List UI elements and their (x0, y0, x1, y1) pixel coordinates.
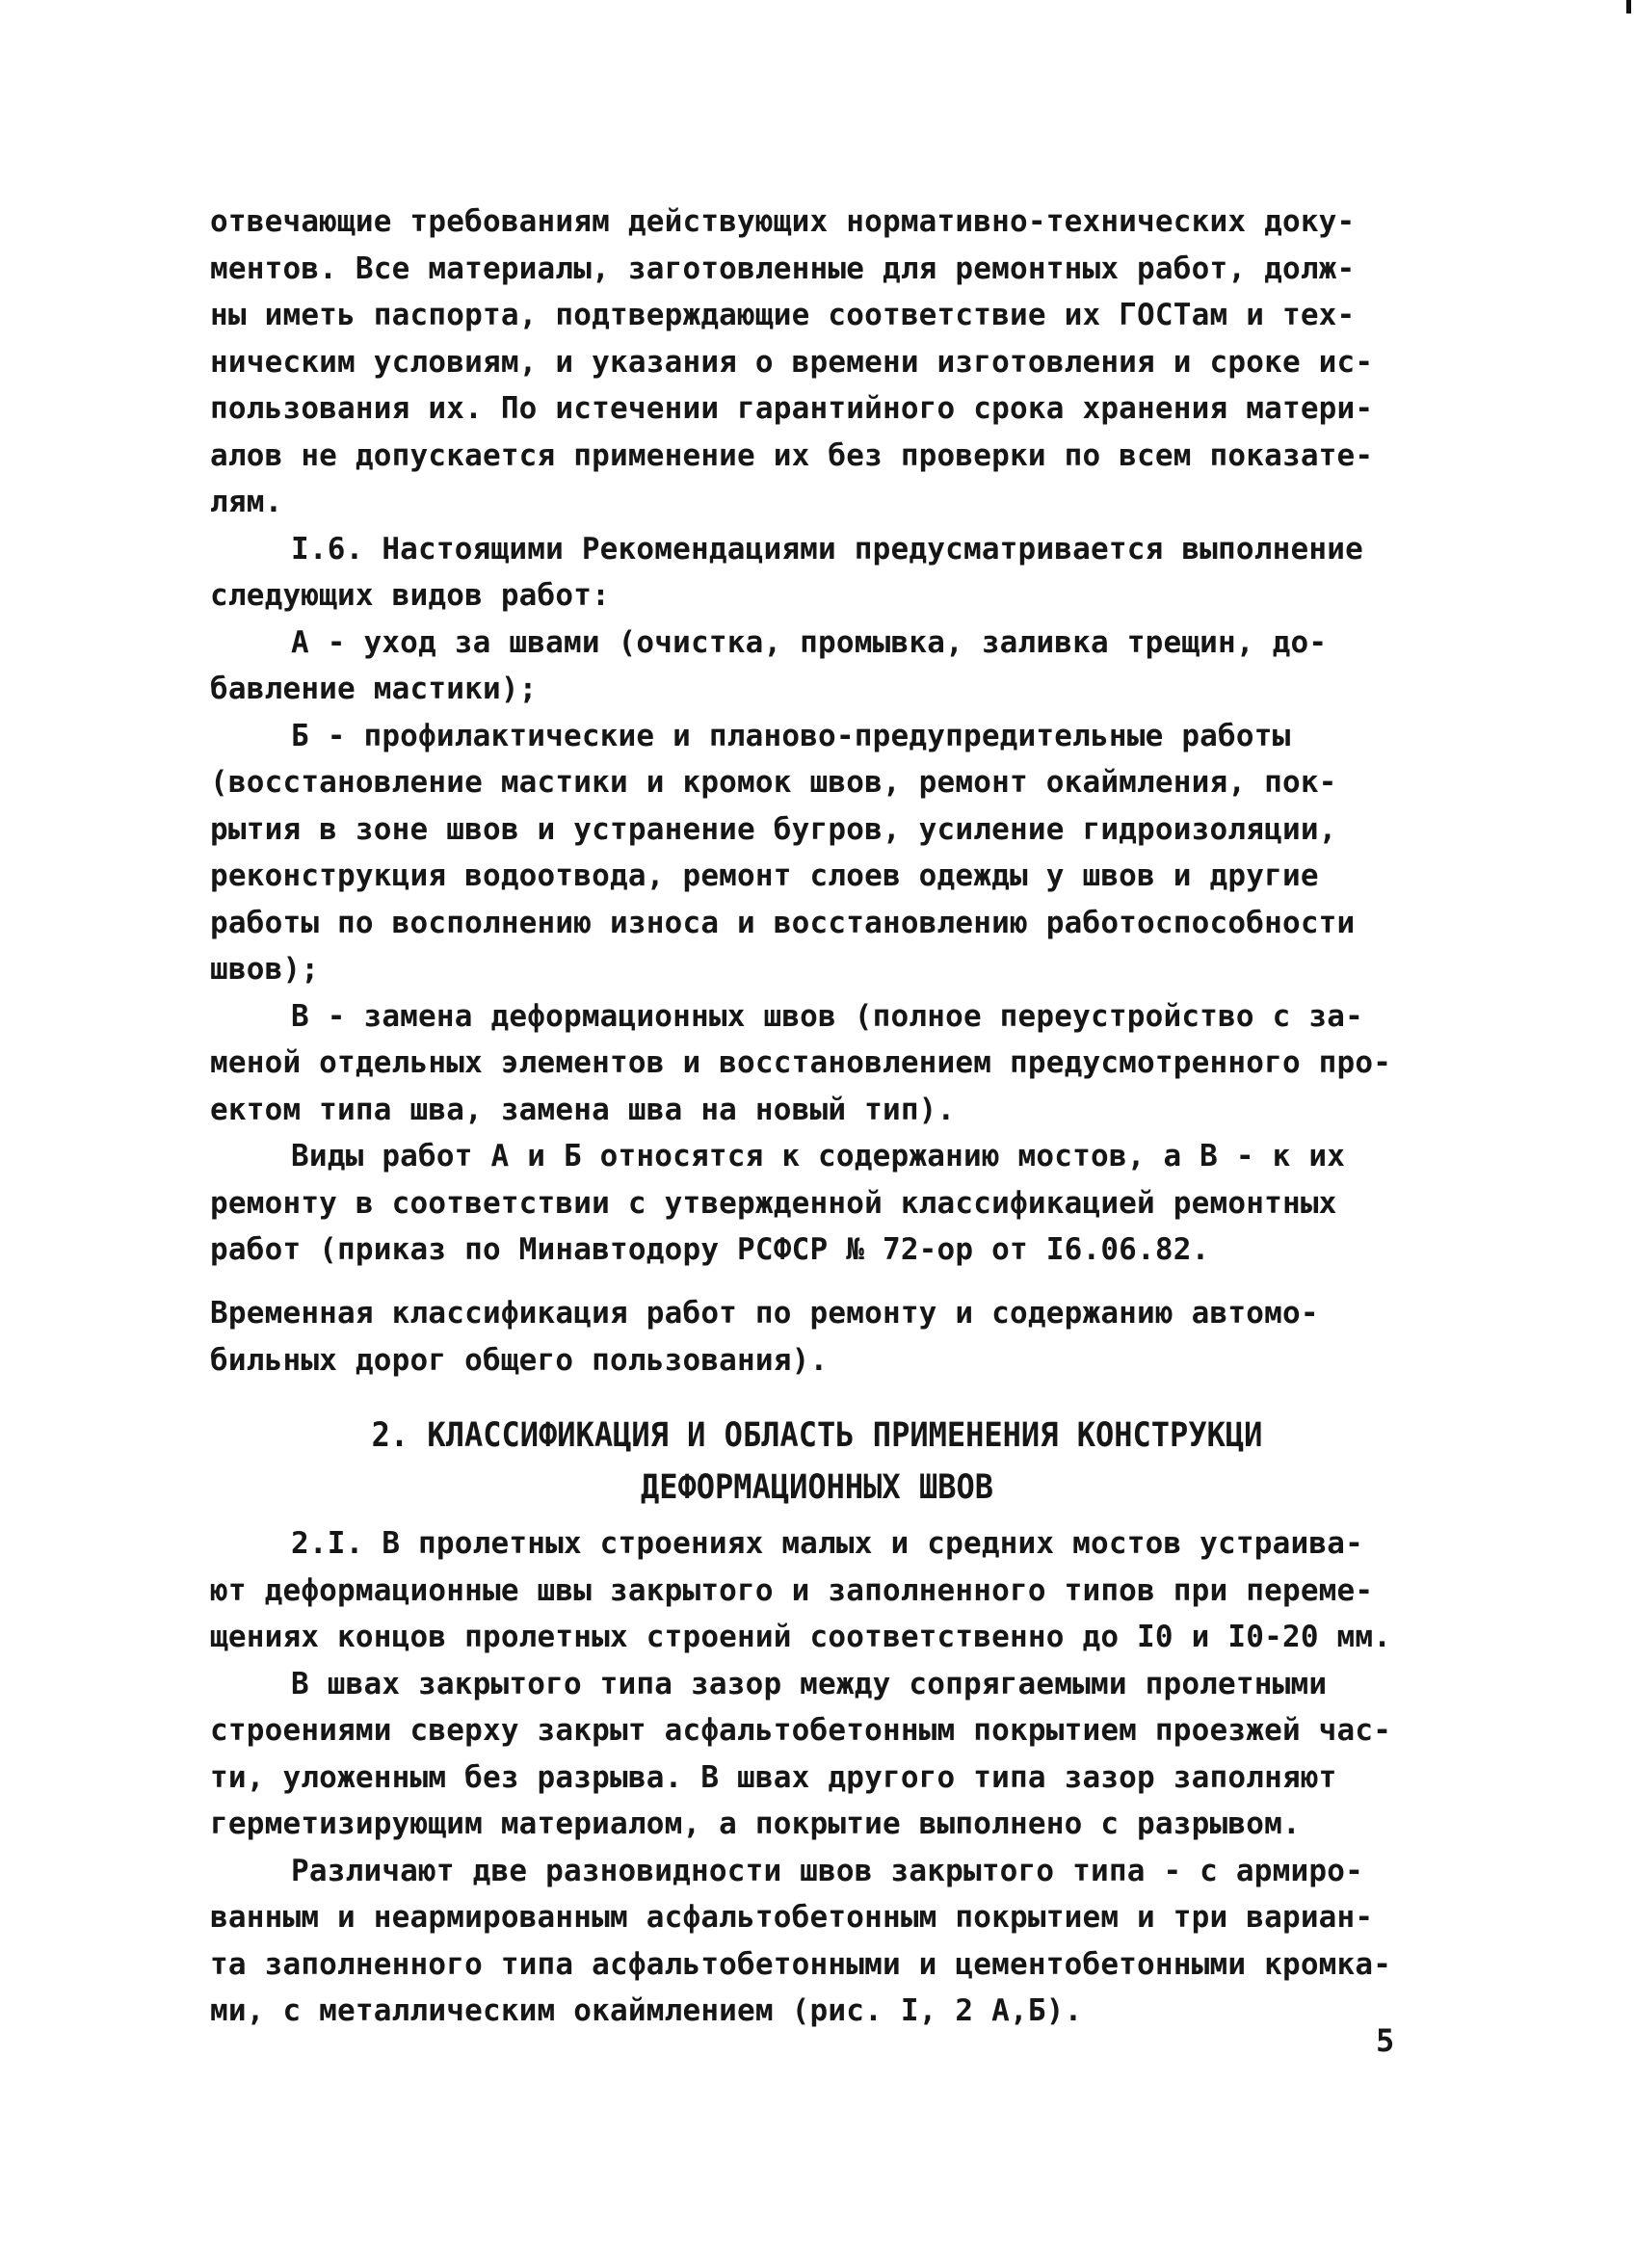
heading-line: 2. КЛАССИФИКАЦИЯ И ОБЛАСТЬ ПРИМЕНЕНИЯ КОНСТРУКЦИ (371, 1414, 1263, 1455)
main-text-block (210, 198, 1424, 1274)
paragraph-start: В швах закрытого типа зазор между сопрягаемыми пролетными (291, 1666, 1328, 1701)
text-line: ванным и неармированным асфальтобетонным покрытием и три вариан- (210, 1900, 1374, 1935)
text-line: та заполненного типа асфальтобетонными и цементобетонными кромка- (210, 1946, 1392, 1982)
text-line: работы по восполнению износа и восстановлению работоспособности (210, 905, 1356, 940)
paragraph-start: 2.I. В пролетных строениях малых и средних мостов устраива- (291, 1526, 1363, 1561)
list-item-v: В - замена деформационных швов (полное переустройство с за- (291, 998, 1363, 1034)
text-line: ментов. Все материалы, заготовленные для ремонтных работ, долж- (210, 251, 1356, 286)
text-line: следующих видов работ: (210, 578, 610, 613)
text-line: швов); (210, 952, 320, 987)
text-line: пользования их. По истечении гарантийного срока хранения матери- (210, 391, 1374, 426)
text-line: работ (приказ по Минавтодору РСФСР № 72-ор от I6.06.82. (210, 1232, 1210, 1267)
text-line: щениях концов пролетных строений соответственно до I0 и I0-20 мм. (210, 1620, 1392, 1654)
paragraph-start: Различают две разновидности швов закрытого типа - с армиро- (291, 1853, 1363, 1888)
list-item-b: Б - профилактические и планово-предупредительные работы (291, 718, 1291, 753)
text-line: меной отдельных элементов и восстановлением предусмотренного про- (210, 1045, 1392, 1080)
text-line: Временная классификация работ по ремонту и содержанию автомо- (210, 1296, 1319, 1331)
text-line: герметизирующим материалом, а покрытие выполнено с разрывом. (210, 1806, 1301, 1841)
paragraph-start: I.6. Настоящими Рекомендациями предусматривается выполнение (291, 531, 1363, 567)
text-line: ремонту в соответствии с утвержденной классификацией ремонтных (210, 1185, 1337, 1221)
text-line: алов не допускается применение их без проверки по всем показате- (210, 437, 1374, 473)
page-number: 5 (1376, 2022, 1395, 2059)
text-line: реконструкция водоотвода, ремонт слоев одежды у швов и другие (210, 858, 1319, 893)
section-text-block (210, 1520, 1424, 2035)
list-item-a: А - уход за швами (очистка, промывка, заливка трещин, до- (291, 624, 1328, 660)
text-line: (восстановление мастики и кромок швов, ремонт окаймления, пок- (210, 765, 1337, 800)
text-line: ют деформационные швы закрытого и заполненного типов при переме- (210, 1572, 1374, 1608)
text-line: ны иметь паспорта, подтверждающие соответствие их ГОСТам и тех- (210, 298, 1356, 332)
section-heading (210, 1409, 1424, 1513)
text-line: ническим условиям, и указания о времени изготовления и сроке ис- (210, 344, 1374, 380)
classification-note (210, 1290, 1424, 1384)
text-line: отвечающие требованиям действующих нормативно-технических доку- (210, 204, 1356, 239)
text-line: бавление мастики); (210, 672, 538, 706)
paragraph-start: Виды работ А и Б относятся к содержанию мостов, а В - к их (291, 1139, 1346, 1174)
text-line: ектом типа шва, замена шва на новый тип). (210, 1092, 956, 1127)
text-line: рытия в зоне швов и устранение бугров, усиление гидроизоляции, (210, 811, 1337, 847)
scan-edge-mark (1626, 0, 1631, 13)
text-line: бильных дорог общего пользования). (210, 1342, 829, 1378)
text-line: ми, с металлическим окаймлением (рис. I, 2 А,Б). (210, 1993, 1083, 2028)
text-line: строениями сверху закрыт асфальтобетонным покрытием проезжей час- (210, 1713, 1392, 1748)
text-line: ти, уложенным без разрыва. В швах другого типа зазор заполняют (210, 1759, 1337, 1795)
heading-line: ДЕФОРМАЦИОННЫХ ШВОВ (640, 1466, 994, 1507)
text-line: лям. (210, 485, 283, 519)
